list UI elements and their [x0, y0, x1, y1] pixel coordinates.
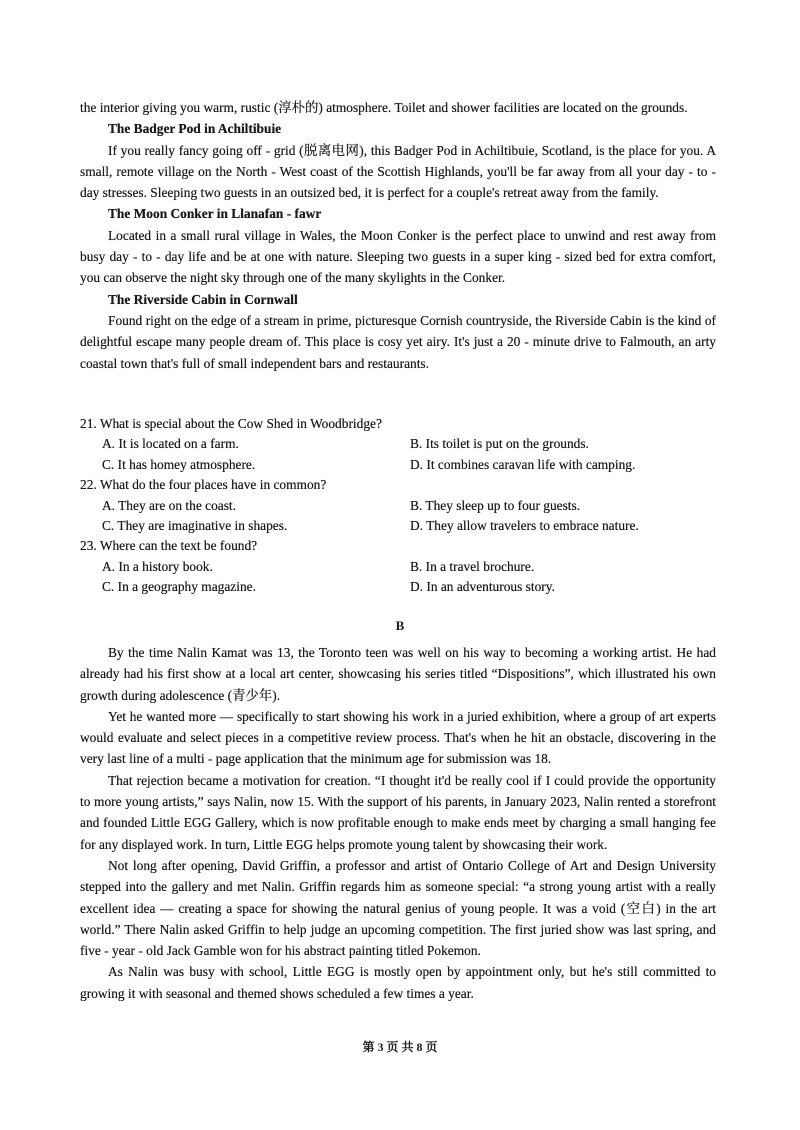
option-a: A. In a history book.: [102, 558, 213, 574]
question-stem: 23. Where can the text be found?: [80, 538, 258, 554]
option-d: D. In an adventurous story.: [410, 579, 555, 595]
section-heading: The Moon Conker in Llanafan - fawr: [108, 206, 322, 222]
paragraph: That rejection became a motivation for creation. “I thought it'd be really cool if I could provide the opportunity to more young artists,” says Nalin, now 15. With the support of his parents, in January 2023, Nalin rented a storefront and founded Little EGG Gallery, which is now profitable enough to make ends meet by charging a small hanging fee for any displayed work. In turn, Little EGG helps promote young talent by showcasing their work.: [80, 772, 716, 852]
option-d: D. It combines caravan life with camping.: [410, 456, 636, 472]
option-c: C. In a geography magazine.: [102, 579, 256, 595]
part-b-label: B: [395, 618, 405, 633]
question-stem: 21. What is special about the Cow Shed in Woodbridge?: [80, 416, 382, 431]
section-heading: The Riverside Cabin in Cornwall: [108, 291, 298, 307]
option-c: C. They are imaginative in shapes.: [102, 518, 288, 534]
option-a: A. They are on the coast.: [102, 497, 236, 513]
question-21: [80, 414, 716, 475]
option-b: B. They sleep up to four guests.: [410, 497, 581, 513]
option-b: B. Its toilet is put on the grounds.: [410, 436, 589, 452]
page-footer: 第 3 页 共 8 页: [362, 1040, 438, 1054]
paragraph: By the time Nalin Kamat was 13, the Toronto teen was well on his way to becoming a working artist. He had already had his first show at a local art center, showcasing his series titled “Dispositions”, which illustrated his own growth during adolescence (青少年).: [80, 645, 716, 703]
question-22: [80, 475, 716, 536]
option-a: A. It is located on a farm.: [102, 436, 239, 452]
paragraph: the interior giving you warm, rustic (淳朴的) atmosphere. Toilet and shower facilities are located on the grounds.: [80, 100, 688, 115]
paragraph: Located in a small rural village in Wales, the Moon Conker is the perfect place to unwind and rest away from busy day - to - day life and be at one with nature. Sleeping two guests in a super king - sized bed for extra comfort, you can observe the night sky through one of the many skylights in the Conker.: [80, 227, 716, 286]
paragraph: Yet he wanted more — specifically to start showing his work in a juried exhibition, where a group of art experts would evaluate and select pieces in a competitive review process. That's when he hit an obstacle, discovering in the very last line of a multi - page application that the minimum age for submission was 18.: [80, 708, 716, 767]
passage-a: [80, 97, 716, 374]
question-23: [80, 536, 716, 597]
section-heading: The Badger Pod in Achiltibuie: [108, 121, 282, 137]
option-d: D. They allow travelers to embrace nature.: [410, 518, 639, 534]
paragraph: As Nalin was busy with school, Little EGG is mostly open by appointment only, but he's still committed to growing it with seasonal and themed shows scheduled a few times a year.: [80, 964, 716, 1001]
passage-b: [80, 642, 716, 1004]
paragraph: If you really fancy going off - grid (脱离电网), this Badger Pod in Achiltibuie, Scotland, is the place for you. A small, remote village on the North - West coast of the Scottish Highlands, you'll be far away from all your day - to - day stresses. Sleeping two guests in an outsized bed, it is perfect for a couple's retreat away from the family.: [80, 142, 716, 201]
option-b: B. In a travel brochure.: [410, 558, 535, 574]
question-stem: 22. What do the four places have in common?: [80, 477, 327, 493]
paragraph: Found right on the edge of a stream in prime, picturesque Cornish countryside, the Riverside Cabin is the kind of delightful escape many people dream of. This place is cosy yet airy. It's just a 20 - minute drive to Falmouth, an arty coastal town that's full of small independent bars and restaurants.: [80, 312, 716, 371]
option-c: C. It has homey atmosphere.: [102, 456, 256, 472]
paragraph: Not long after opening, David Griffin, a professor and artist of Ontario College of Art and Design University stepped into the gallery and met Nalin. Griffin regards him as someone special: “a strong young artist with a really excellent idea — creating a space for showing the natural genius of young people. It was a void (空白) in the art world.” There Nalin asked Griffin to help judge an upcoming competition. The first juried show was last spring, and five - year - old Jack Gamble won for his abstract painting titled Pokemon.: [80, 857, 716, 959]
questions: [80, 414, 716, 598]
